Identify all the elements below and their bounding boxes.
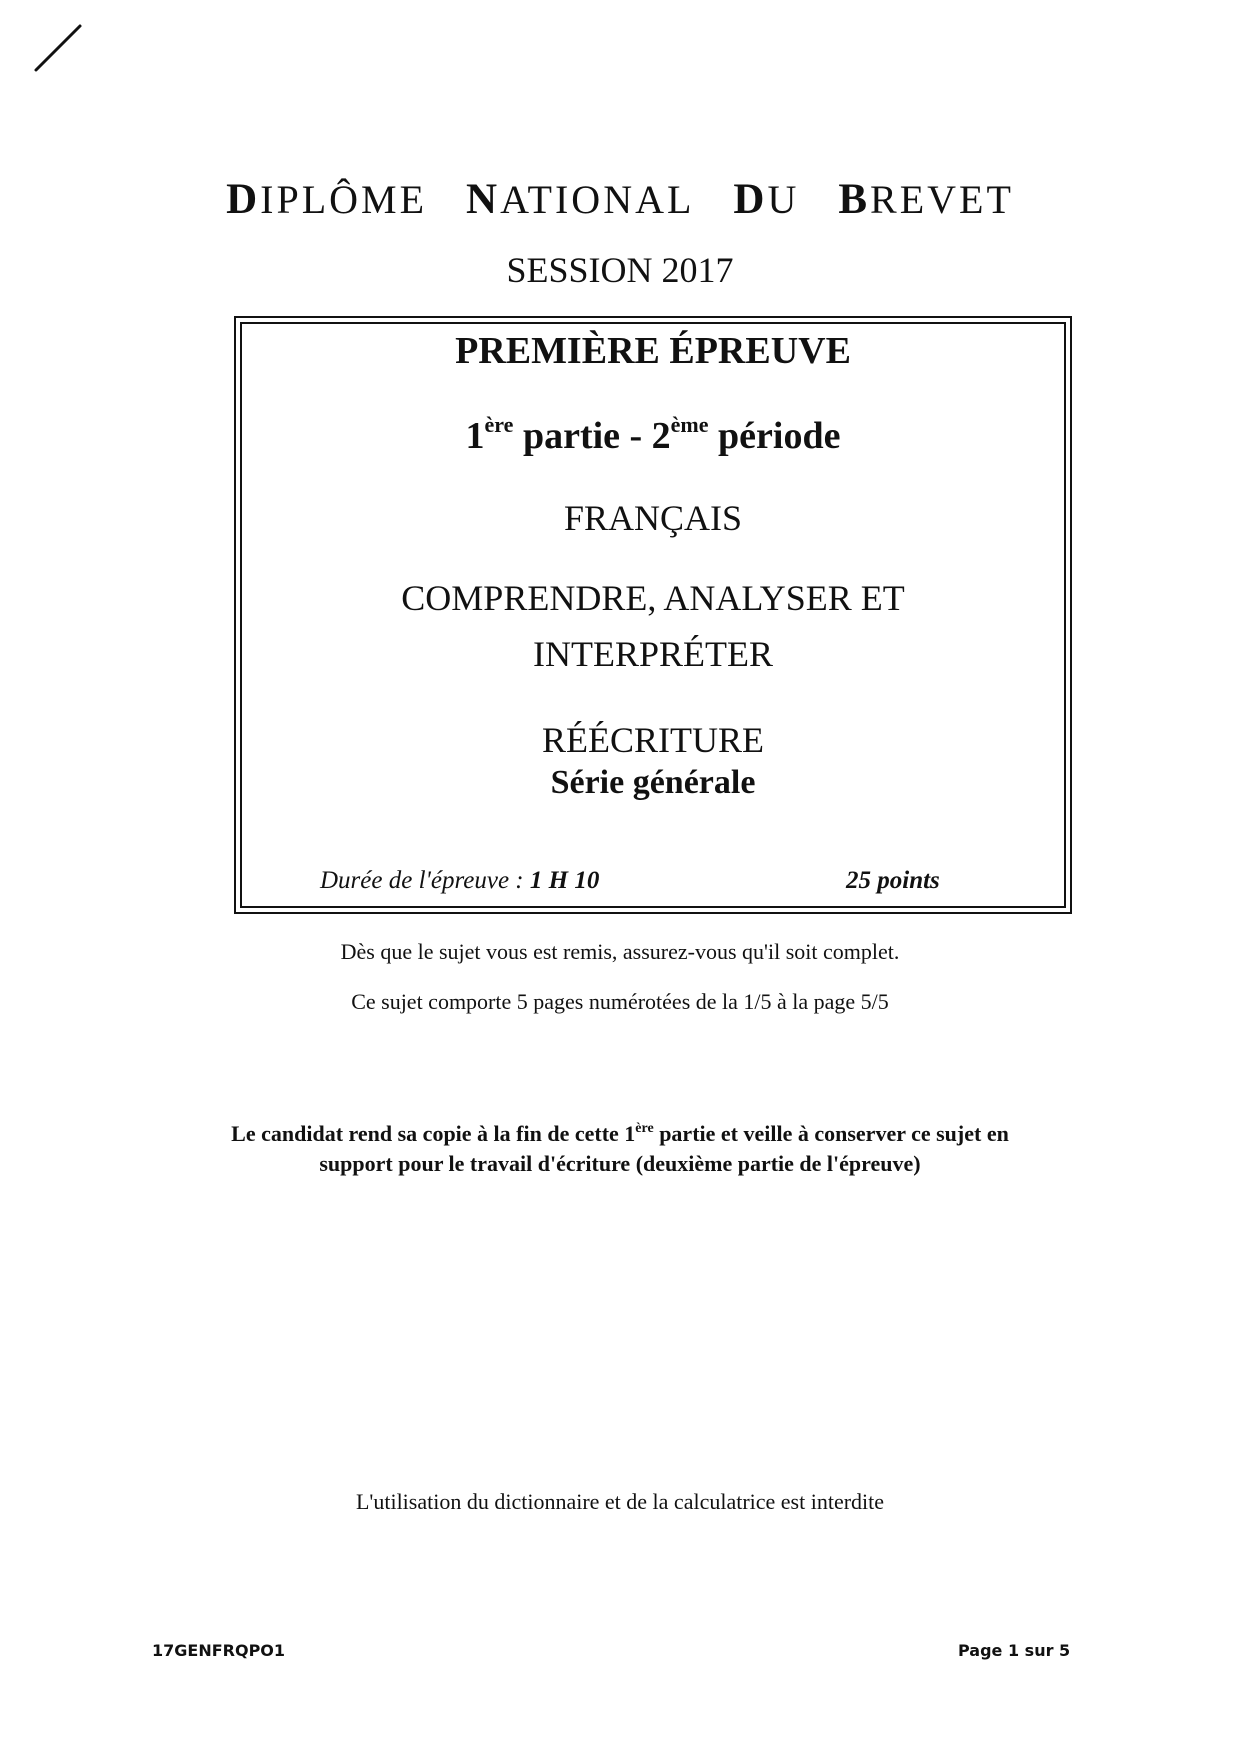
completeness-note: Dès que le sujet vous est remis, assurez-vous qu'il soit complet.: [340, 939, 900, 964]
competence-line-1: COMPRENDRE, ANALYSER ET: [401, 578, 905, 618]
partie-periode: 1ère partie - 2ème période: [465, 412, 841, 457]
title-word-1: DIPLÔME: [226, 176, 428, 223]
candidate-instruction-line-1: Le candidat rend sa copie à la fin de cette 1ère partie et veille à conserver ce sujet en: [231, 1121, 1009, 1146]
serie-label: Série générale: [550, 764, 756, 801]
exam-duration: Durée de l'épreuve : 1 H 10: [320, 867, 600, 894]
candidate-instruction-line-2: support pour le travail d'écriture (deuxième partie de l'épreuve): [319, 1151, 921, 1176]
session-year: SESSION 2017: [506, 250, 734, 290]
forbidden-tools-note: L'utilisation du dictionnaire et de la calculatrice est interdite: [355, 1489, 885, 1514]
competence-line-2: INTERPRÉTER: [533, 634, 773, 674]
page-number: Page 1 sur 5: [958, 1641, 1071, 1660]
reecriture-label: RÉÉCRITURE: [542, 720, 764, 760]
pen-slash-mark: [28, 18, 88, 78]
page-count-note: Ce sujet comporte 5 pages numérotées de la 1/5 à la page 5/5: [351, 989, 889, 1014]
epreuve-title: PREMIÈRE ÉPREUVE: [455, 330, 851, 372]
title-word-4: BREVET: [838, 176, 1014, 223]
exam-title: [0, 175, 1240, 225]
title-word-2: NATIONAL: [466, 176, 695, 223]
subject-code: 17GENFRQPO1: [152, 1641, 286, 1660]
title-word-3: DU: [733, 176, 800, 223]
subject-name: FRANÇAIS: [563, 498, 743, 538]
exam-points: 25 points: [846, 867, 940, 894]
